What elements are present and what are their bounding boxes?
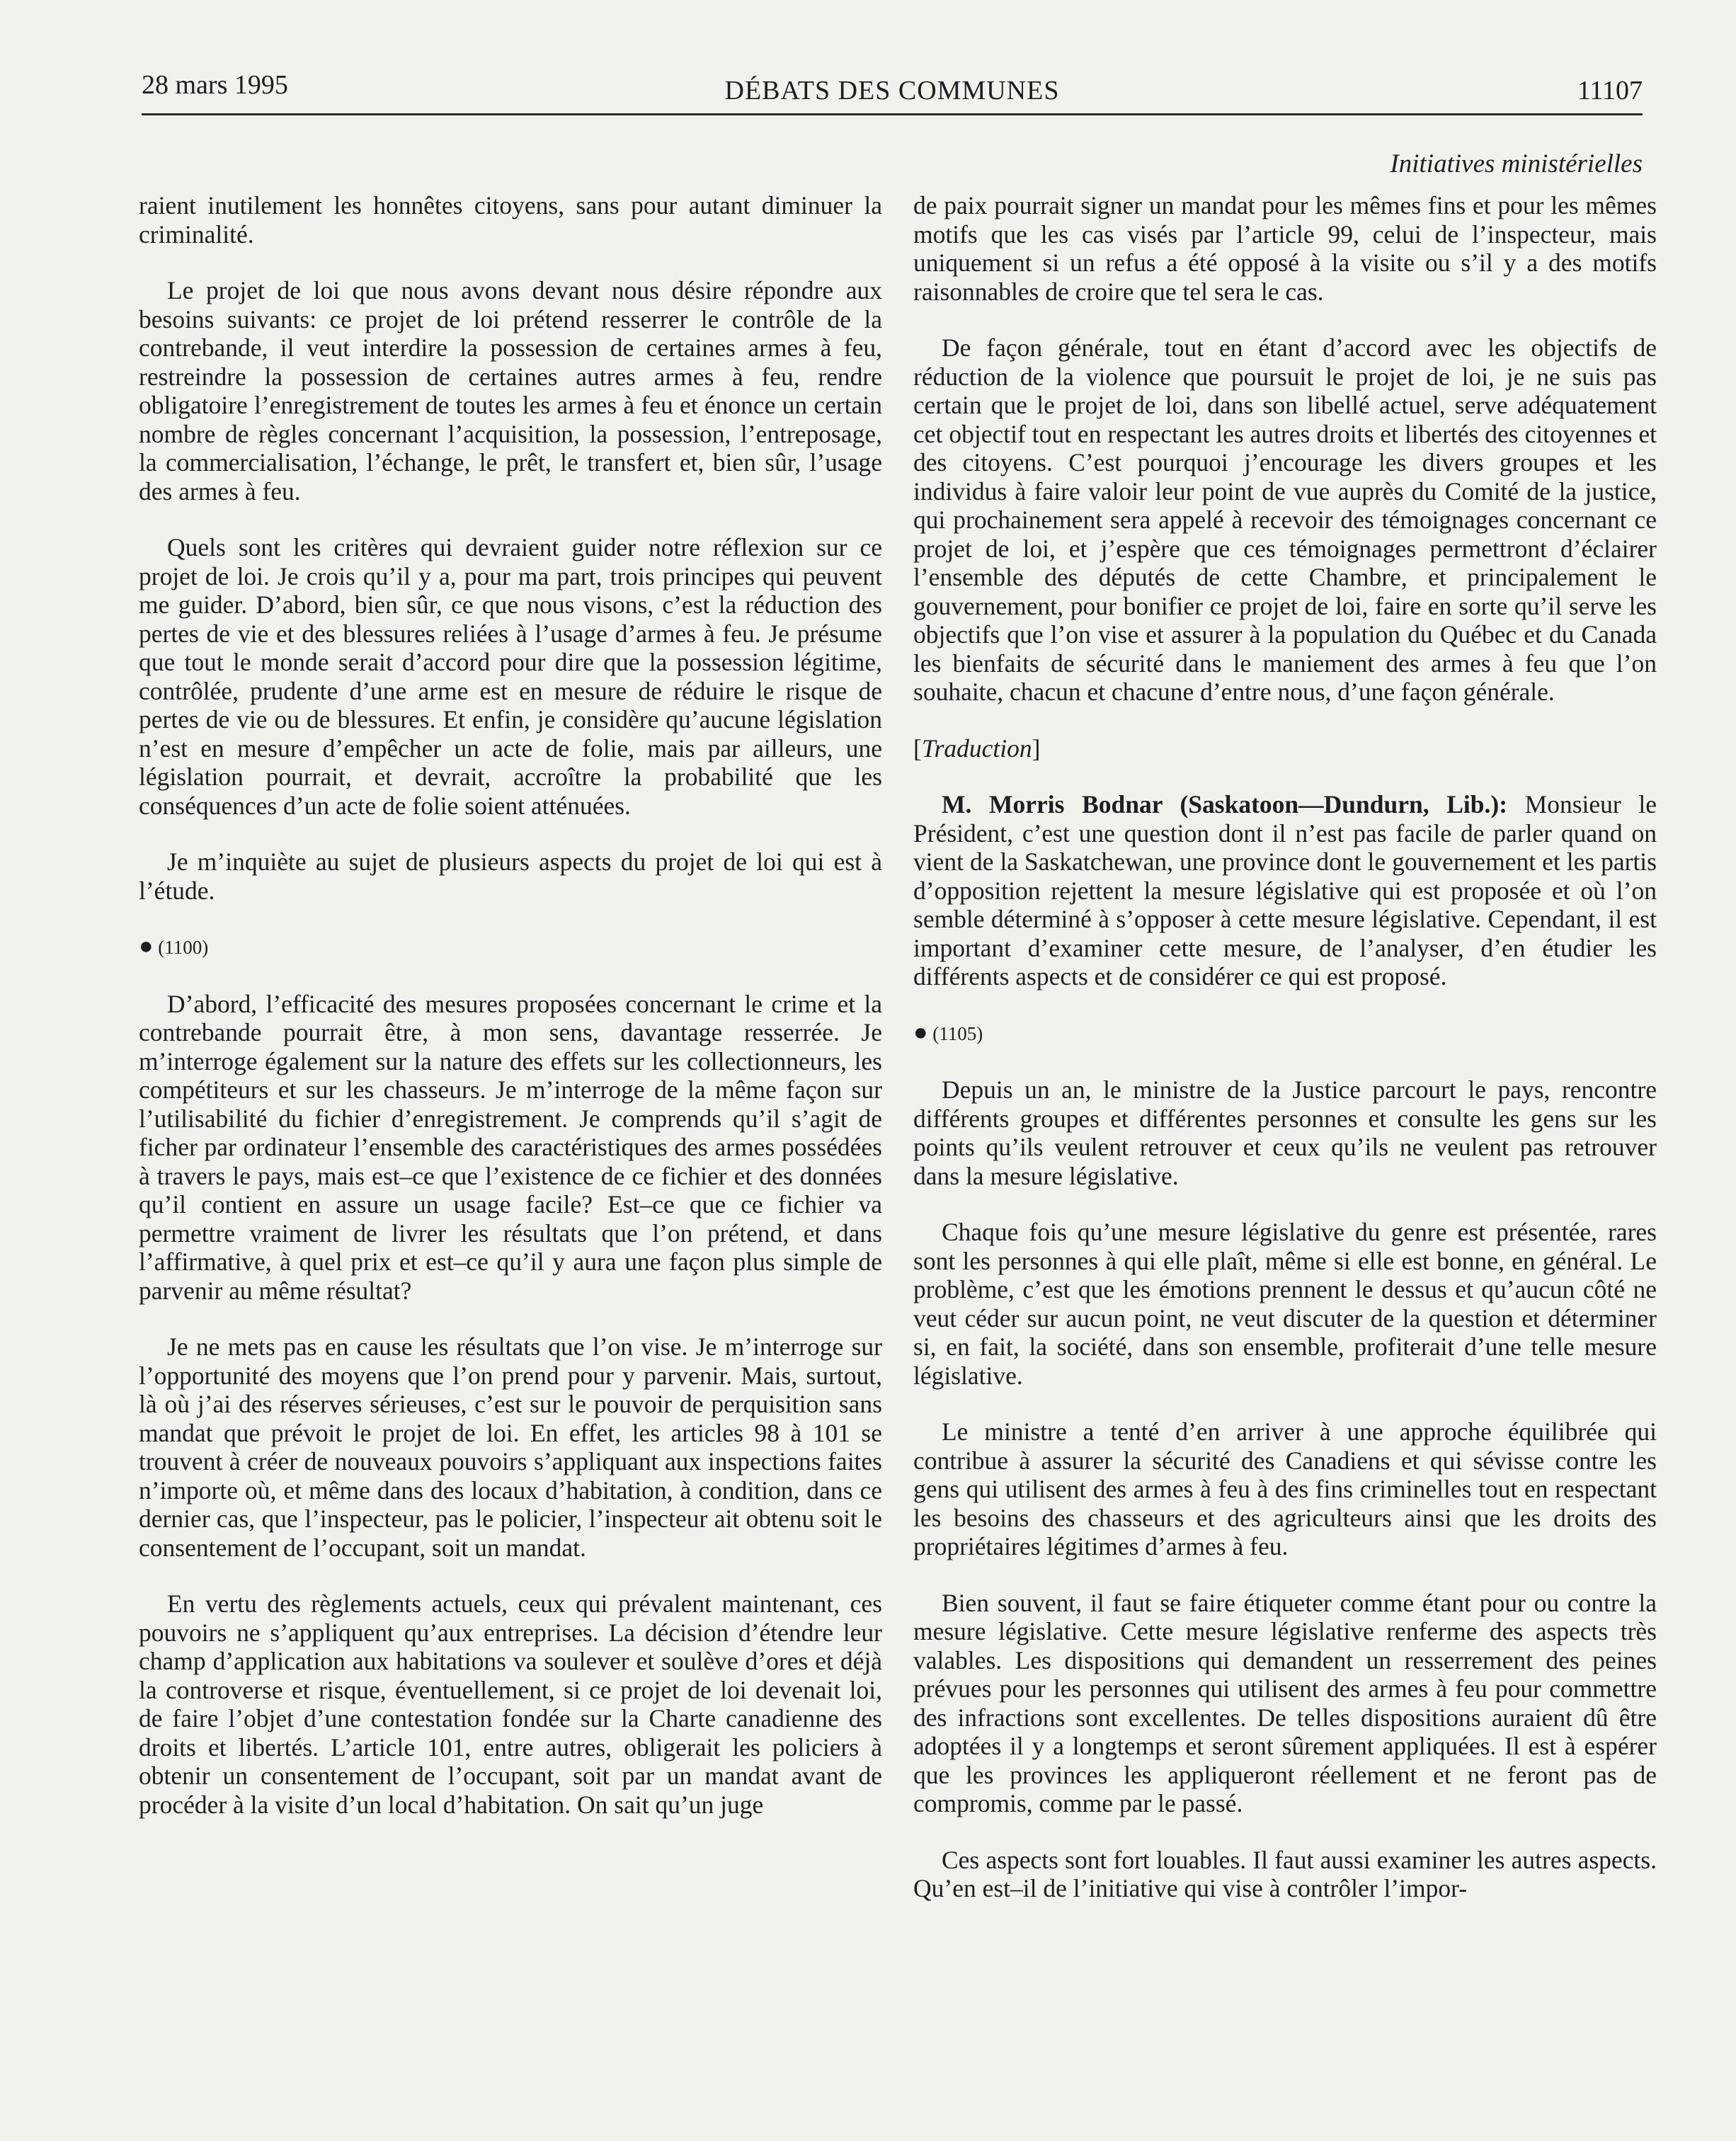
translation-label: Traduction	[921, 733, 1032, 763]
paragraph: Bien souvent, il faut se faire étiqueter comme étant pour ou contre la mesure législative. Cette mesure législative renferme des aspects très valables. Les dispositions qui demandent un resserrement des peines prévues pour les personnes qui utilisent des armes à feu pour commettre des infractions sont excellentes. De telles dispositions auraient dû être adoptées il y a longtemps et seront sûrement appliquées. Il est à espérer que les provinces les appliqueront réellement et ne feront pas de compromis, comme par le passé.	[913, 1588, 1657, 1817]
paragraph: De façon générale, tout en étant d’accord avec les objectifs de réduction de la violence que poursuit le projet de loi, je ne suis pas certain que le projet de loi, dans son libellé actuel, serve adéquatement cet objectif tout en respectant les autres droits et libertés des citoyennes et des citoyens. C’est pourquoi j’encourage les divers groupes et les individus à faire valoir leur point de vue auprès du Comité de la justice, qui prochainement sera appelé à recevoir des témoignages concernant ce projet de loi, et j’espère que ces témoignages permettront d’éclairer l’ensemble des députés de cette Chambre, et principalement le gouvernement, pour bonifier ce projet de loi, faire en sorte qu’il serve les objectifs que l’on vise et assurer à la population du Québec et du Canada les bienfaits de sécurité dans le maniement des armes à feu que l’on souhaite, chacun et chacune d’entre nous, d’une façon générale.	[913, 333, 1657, 706]
paragraph: Le projet de loi que nous avons devant nous désire répondre aux besoins suivants: ce projet de loi prétend resserrer le contrôle de la contrebande, il veut interdire la possession de certaines armes à feu, restreindre la possession de certaines autres armes à feu, rendre obligatoire l’enregistrement de toutes les armes à feu et énonce un certain nombre de règles concernant l’acquisition, la possession, l’entreposage, la commercialisation, l’échange, le prêt, le transfert et, bien sûr, l’usage des armes à feu.	[139, 276, 882, 506]
left-column	[139, 191, 882, 1819]
header-date: 28 mars 1995	[142, 70, 288, 100]
paragraph: Le ministre a tenté d’en arriver à une approche équilibrée qui contribue à assurer la sécurité des Canadiens et qui sévisse contre les gens qui utilisent des armes à feu à des fins criminelles tout en respectant les besoins des chasseurs et des agriculteurs ainsi que les droits des propriétaires légitimes d’armes à feu.	[913, 1417, 1657, 1560]
paragraph: Je m’inquiète au sujet de plusieurs aspects du projet de loi qui est à l’étude.	[139, 847, 882, 905]
paragraph: En vertu des règlements actuels, ceux qui prévalent maintenant, ces pouvoirs ne s’appliquent qu’aux entreprises. La décision d’étendre leur champ d’application aux habitations va soulever et soulève d’ores et déjà la controverse et risque, éventuellement, si ce projet de loi devenait loi, de faire l’objet d’une contestation fondée sur la Charte canadienne des droits et libertés. L’article 101, entre autres, obligerait les policiers à obtenir un consentement de l’occupant, soit par un mandat avant de procéder à la visite d’un local d’habitation. On sait qu’un juge	[139, 1589, 882, 1819]
speaker-name: M. Morris Bodnar (Saskatoon—Dundurn, Lib.):	[942, 790, 1508, 818]
time-marker	[913, 1019, 1657, 1049]
paragraph: Quels sont les critères qui devraient guider notre réflexion sur ce projet de loi. Je crois qu’il y a, pour ma part, trois principes qui peuvent me guider. D’abord, bien sûr, ce que nous visons, c’est la réduction des pertes de vie et des blessures reliées à l’usage d’armes à feu. Je présume que tout le monde serait d’accord pour dire que la possession légitime, contrôlée, prudente d’une arme est en mesure de réduire le risque de pertes de vie ou de blessures. Et enfin, je considère qu’aucune législation n’est en mesure d’empêcher un acte de folie, mais par ailleurs, une législation pourrait, et devrait, accroître la probabilité que les conséquences d’un acte de folie soient atténuées.	[139, 533, 882, 820]
time-marker-text: (1100)	[158, 937, 209, 958]
speech-text: Monsieur le Président, c’est une question dont il n’est pas facile de parler quand on vient de la Saskatchewan, une province dont le gouvernement et les partis d’opposition rejettent la mesure législative qui est proposée et où l’on semble déterminé à s’opposer à cette mesure législative. Cependant, il est important d’examiner cette mesure, de l’analyser, d’en étudier les différents aspects et de considérer ce qui est proposé.	[913, 790, 1657, 990]
paragraph: Je ne mets pas en cause les résultats que l’on vise. Je m’interroge sur l’opportunité des moyens que l’on prend pour y parvenir. Mais, surtout, là où j’ai des réserves sérieuses, c’est sur le pouvoir de perquisition sans mandat que prévoit le projet de loi. En effet, les articles 98 à 101 se trouvent à créer de nouveaux pouvoirs s’appliquant aux inspections faites n’importe où, et même dans des locaux d’habitation, à condition, dans ce dernier cas, que l’inspecteur, pas le policier, l’inspecteur ait obtenu soit le consentement de l’occupant, soit un mandat.	[139, 1332, 882, 1562]
paragraph: D’abord, l’efficacité des mesures proposées concernant le crime et la contrebande pourrait être, à mon sens, davantage resserrée. Je m’interroge également sur la nature des effets sur les collectionneurs, les compétiteurs et sur les chasseurs. Je m’interroge de la même façon sur l’utilisabilité du fichier d’enregistrement. Je comprends qu’il s’agit de ficher par ordinateur l’ensemble des caractéristiques des armes possédées à travers le pays, mais est–ce que l’existence de ce fichier et des données qu’il contient en assure un usage facile? Est–ce que ce fichier va permettre vraiment de livrer les résultats que l’on prétend, et dans l’affirmative, à quel prix et est–ce qu’il y aura une façon plus simple de parvenir au même résultat?	[139, 989, 882, 1305]
section-title: Initiatives ministérielles	[1390, 149, 1643, 178]
header-rule	[142, 113, 1643, 115]
paragraph: Ces aspects sont fort louables. Il faut aussi examiner les autres aspects. Qu’en est–il de l’initiative qui vise à contrôler l’impor-	[913, 1845, 1657, 1902]
page-header	[142, 64, 1643, 106]
translation-note: [Traduction]	[913, 733, 1041, 763]
paragraph: Chaque fois qu’une mesure législative du genre est présentée, rares sont les personnes à qui elle plaît, même si elle est bonne, en général. Le problème, c’est que les émotions prennent le dessus et qu’aucun côté ne veut céder sur aucun point, ne veut discuter de la question et déterminer si, en fait, la société, dans son ensemble, profiterait d’une telle mesure législative.	[913, 1218, 1657, 1390]
paragraph: Depuis un an, le ministre de la Justice parcourt le pays, rencontre différents groupes et différentes personnes et consulte les gens sur les points qu’ils veulent retrouver et ceux qu’ils ne veulent pas retrouver dans la mesure législative.	[913, 1075, 1657, 1190]
header-title: DÉBATS DES COMMUNES	[724, 76, 1060, 105]
time-marker	[139, 932, 882, 962]
right-column	[913, 191, 1657, 1903]
header-page-number: 11107	[1577, 76, 1643, 105]
bullet-icon: ●	[913, 1019, 928, 1046]
time-marker-text: (1105)	[932, 1022, 983, 1044]
paragraph: de paix pourrait signer un mandat pour les mêmes fins et pour les mêmes motifs que les cas visés par l’article 99, celui de l’inspecteur, mais uniquement si un refus a été opposé à la visite ou s’il y a des motifs raisonnables de croire que tel sera le cas.	[913, 191, 1657, 306]
paragraph: raient inutilement les honnêtes citoyens, sans pour autant diminuer la criminalité.	[139, 191, 882, 249]
speech-paragraph	[913, 790, 1657, 991]
bullet-icon: ●	[139, 933, 154, 959]
